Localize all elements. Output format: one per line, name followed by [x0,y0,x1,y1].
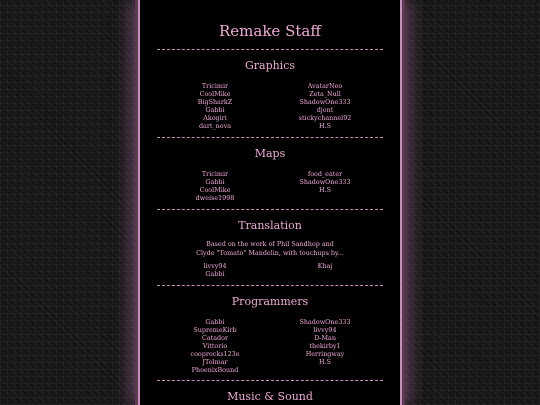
credit-name: JTolmar [202,358,228,366]
divider [157,209,383,210]
credit-name: PhoenixBound [191,366,239,374]
maps-left-column [160,170,270,202]
credit-name: Herringway [305,350,345,358]
programmers-left-column [160,318,270,374]
credit-name: Gabbi [205,106,225,114]
credit-name: stickychannel92 [298,114,352,122]
credit-name: CoolMike [199,90,231,98]
divider [157,49,383,50]
credit-name: Zeta_Null [309,90,341,98]
credit-name: Catador [201,334,229,342]
translation-note-line: Clyde "Tomato" Mandelin, with touchups by... [196,248,344,257]
section-title-translation: Translation [238,219,302,232]
section-title-graphics: Graphics [244,59,296,72]
maps-right-column [270,170,380,202]
credit-name: Tricimir [201,170,229,178]
section-title-music: Music & Sound [227,390,313,403]
credit-name: H.S [319,186,331,194]
translation-right-column [270,262,380,278]
credit-name: ShadowOne333 [299,98,351,106]
credit-name: cooprocks123e [190,350,240,358]
credits-panel [138,0,402,405]
credit-name: thekirby1 [309,342,341,350]
section-title-maps: Maps [254,147,286,160]
graphics-right-column [270,82,380,130]
page-title: Remake Staff [219,22,321,40]
credit-name: SupremeKirb [193,326,237,334]
graphics-left-column [160,82,270,130]
credit-name: dweise1998 [195,194,235,202]
credit-name: Gabbi [205,270,225,278]
credit-name: Akogiri [203,114,227,122]
section-title-programmers: Programmers [231,295,309,308]
credit-name: livvy94 [313,326,337,334]
credit-name: ShadowOne333 [299,318,351,326]
translation-note-line: Based on the work of Phil Sandhop and [206,240,334,248]
programmers-right-column [270,318,380,374]
credit-name: livvy94 [203,262,227,270]
credit-name: dart_nova [198,122,232,130]
credit-name: H.S [319,358,331,366]
credit-name: ShadowOne333 [299,178,351,186]
divider [157,137,383,138]
graphics-credits [160,82,380,130]
credit-name: CoolMike [199,186,231,194]
maps-credits [160,170,380,202]
credit-name: AvatarNeo [307,82,343,90]
credit-name: Gabbi [205,178,225,186]
credit-name: djont [316,106,334,114]
credit-name: Tricimir [201,82,229,90]
credit-name: D-Man [314,334,336,342]
credit-name: food_eater [307,170,343,178]
credit-name: BigSharkZ [197,98,233,106]
credit-name: Vittorio [202,342,228,350]
credit-name: H.S [319,122,331,130]
translation-left-column [160,262,270,278]
divider [157,285,383,286]
divider [157,380,383,381]
translation-note [150,240,390,257]
translation-credits [160,262,380,278]
credit-name: Gabbi [205,318,225,326]
credit-name: Khaj [317,262,333,270]
programmers-credits [160,318,380,374]
